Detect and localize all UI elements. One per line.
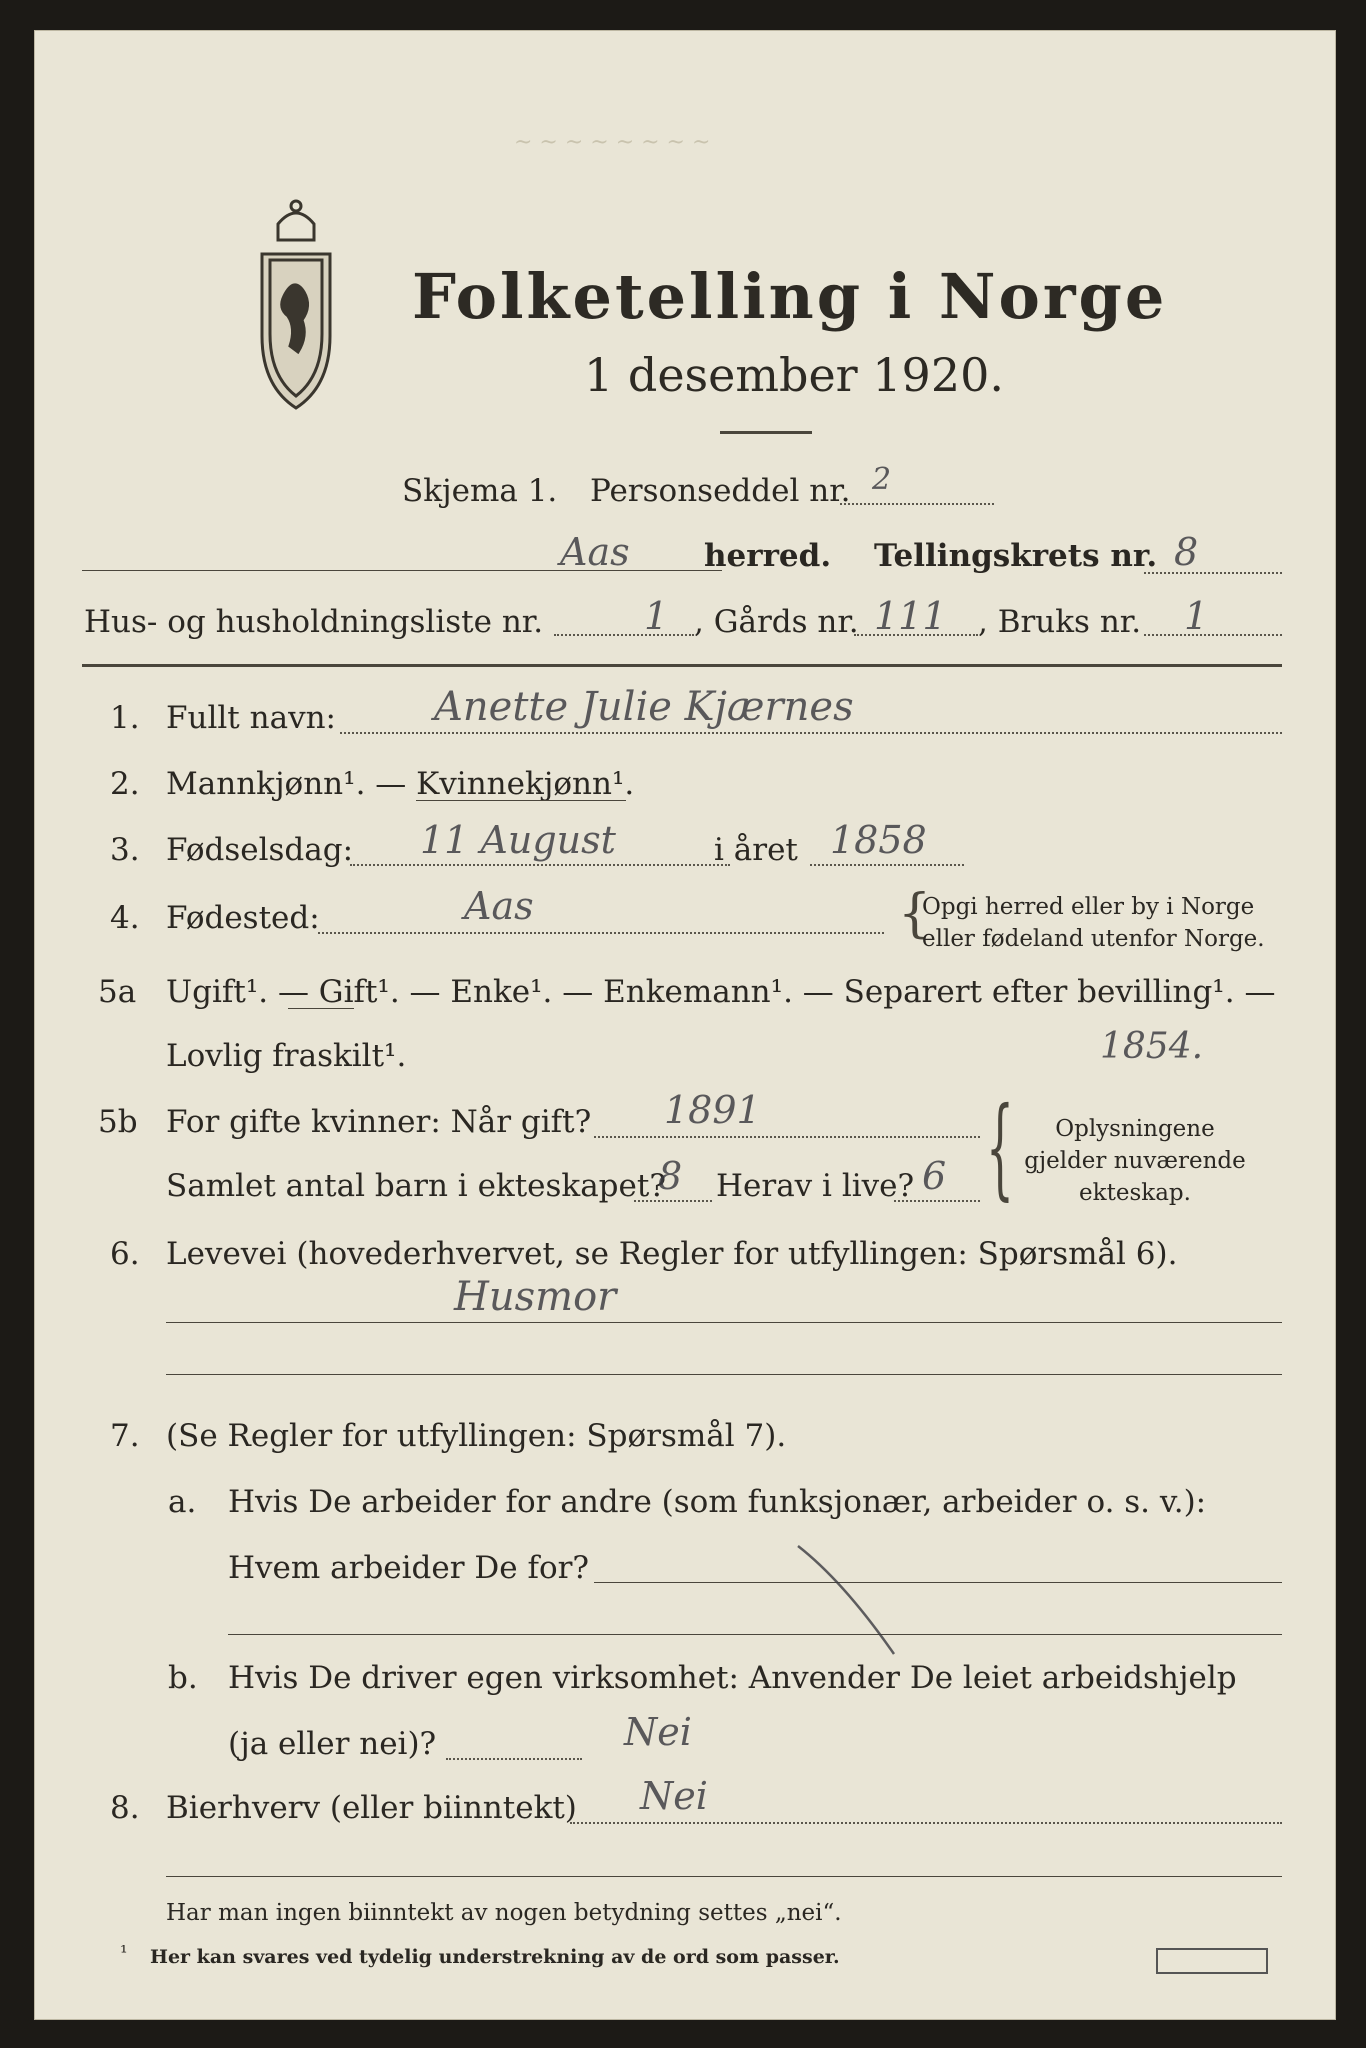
q8-value: Nei bbox=[640, 1774, 708, 1818]
q5b-alive-line bbox=[894, 1200, 980, 1202]
footnote-mark: ¹ bbox=[120, 1942, 128, 1964]
q3-value: 11 August bbox=[420, 818, 616, 862]
q2-underline bbox=[416, 800, 626, 801]
q7-number: 7. bbox=[110, 1418, 140, 1454]
census-date: 1 desember 1920. bbox=[584, 348, 1004, 402]
q4-brace: { bbox=[898, 884, 932, 944]
q6-value: Husmor bbox=[454, 1274, 617, 1320]
q7a-letter: a. bbox=[168, 1484, 197, 1520]
q5b-note-line2: gjelder nuværende bbox=[1024, 1148, 1246, 1174]
schema-label: Skjema 1. bbox=[402, 473, 558, 509]
q8-label: Bierhverv (eller biinntekt) bbox=[166, 1790, 577, 1826]
q5a-label: Ugift¹. — Gift¹. — Enke¹. — Enkemann¹. — Separert efter bevilling¹. — bbox=[166, 974, 1276, 1010]
q7b-value: Nei bbox=[624, 1710, 692, 1754]
q1-label: Fullt navn: bbox=[166, 700, 336, 736]
q1-value: Anette Julie Kjærnes bbox=[434, 684, 854, 730]
hus-label: Hus- og husholdningsliste nr. bbox=[84, 604, 544, 640]
q7-label: (Se Regler for utfyllingen: Spørsmål 7). bbox=[166, 1418, 787, 1454]
q5b-alive-label: Herav i live? bbox=[716, 1168, 915, 1204]
q8-line bbox=[570, 1822, 1282, 1824]
q7b-label2: (ja eller nei)? bbox=[228, 1726, 437, 1762]
q3-year-line bbox=[810, 864, 964, 866]
q5a-label2: Lovlig fraskilt¹. bbox=[166, 1038, 407, 1074]
bleed-through: ~ ~ ~ ~ ~ ~ ~ ~ bbox=[514, 130, 711, 155]
q7b-label: Hvis De driver egen virksomhet: Anvender De leiet arbeidshjelp bbox=[228, 1660, 1237, 1696]
hus-value: 1 bbox=[644, 594, 669, 638]
q3-number: 3. bbox=[110, 832, 140, 868]
q7a-line2 bbox=[228, 1634, 1282, 1635]
q2-number: 2. bbox=[110, 766, 140, 802]
bruks-line bbox=[1144, 634, 1282, 636]
q3-label: Fødselsdag: bbox=[166, 832, 354, 868]
q4-note-line2: eller fødeland utenfor Norge. bbox=[922, 926, 1265, 952]
footer-note: Har man ingen biinntekt av nogen betydning settes „nei“. bbox=[166, 1900, 842, 1926]
q5b-children-value: 8 bbox=[658, 1154, 683, 1198]
header-separator bbox=[82, 664, 1282, 667]
q4-value: Aas bbox=[464, 884, 534, 928]
q4-number: 4. bbox=[110, 900, 140, 936]
q5b-children-label: Samlet antal barn i ekteskapet? bbox=[166, 1168, 666, 1204]
q5a-underline bbox=[288, 1008, 354, 1009]
q6-line1 bbox=[166, 1322, 1282, 1323]
q3-year-label: i året bbox=[714, 832, 798, 868]
herred-value: Aas bbox=[560, 530, 630, 574]
gards-label: , Gårds nr. bbox=[694, 604, 859, 640]
hus-line bbox=[554, 634, 694, 636]
q8-line2 bbox=[166, 1876, 1282, 1877]
q5b-number: 5b bbox=[98, 1104, 138, 1140]
q4-note-line1: Opgi herred eller by i Norge bbox=[922, 894, 1255, 920]
q5b-alive-value: 6 bbox=[922, 1154, 947, 1198]
coat-of-arms-icon bbox=[248, 196, 344, 418]
q3-year-value: 1858 bbox=[830, 818, 927, 862]
tellingskrets-line bbox=[1144, 572, 1282, 574]
title-divider bbox=[720, 431, 812, 434]
q7a-line1 bbox=[594, 1582, 1282, 1583]
q6-label: Levevei (hovederhvervet, se Regler for utfyllingen: Spørsmål 6). bbox=[166, 1236, 1178, 1272]
q5b-label: For gifte kvinner: Når gift? bbox=[166, 1104, 592, 1140]
q5b-note-line3: ekteskap. bbox=[1079, 1180, 1191, 1206]
q5b-note-line1: Oplysningene bbox=[1055, 1116, 1215, 1142]
q1-number: 1. bbox=[110, 700, 140, 736]
census-form-sheet bbox=[34, 30, 1336, 2020]
personseddel-line bbox=[840, 503, 994, 505]
q7a-strike-mark bbox=[794, 1542, 904, 1662]
q5a-extra: 1854. bbox=[1100, 1026, 1204, 1067]
q5b-value: 1891 bbox=[664, 1088, 761, 1132]
q7b-letter: b. bbox=[168, 1660, 198, 1696]
q5b-line bbox=[594, 1136, 980, 1138]
q7a-label: Hvis De arbeider for andre (som funksjonær, arbeider o. s. v.): bbox=[228, 1484, 1207, 1520]
personseddel-value: 2 bbox=[872, 462, 892, 497]
q7b-line bbox=[446, 1758, 582, 1760]
form-title: Folketelling i Norge bbox=[412, 260, 1168, 333]
q5b-children-line bbox=[634, 1200, 712, 1202]
footnote-text: Her kan svares ved tydelig understrekning av de ord som passer. bbox=[150, 1946, 840, 1968]
q4-line bbox=[318, 932, 884, 934]
bruks-value: 1 bbox=[1184, 594, 1209, 638]
q6-number: 6. bbox=[110, 1236, 140, 1272]
tellingskrets-label: Tellingskrets nr. bbox=[874, 538, 1158, 574]
printer-stamp bbox=[1156, 1948, 1268, 1974]
tellingskrets-value: 8 bbox=[1174, 530, 1199, 574]
q5b-brace: { bbox=[986, 1083, 1014, 1211]
q6-line2 bbox=[166, 1374, 1282, 1375]
personseddel-label: Personseddel nr. bbox=[590, 473, 851, 509]
q4-label: Fødested: bbox=[166, 900, 320, 936]
gards-value: 111 bbox=[874, 594, 947, 638]
q8-number: 8. bbox=[110, 1790, 140, 1826]
q5a-number: 5a bbox=[98, 974, 137, 1010]
q3-line bbox=[350, 864, 730, 866]
q2-label: Mannkjønn¹. — Kvinnekjønn¹. bbox=[166, 766, 635, 802]
bruks-label: , Bruks nr. bbox=[978, 604, 1142, 640]
q7a-label2: Hvem arbeider De for? bbox=[228, 1550, 590, 1586]
q1-line bbox=[340, 732, 1282, 734]
herred-label: herred. bbox=[704, 538, 832, 574]
